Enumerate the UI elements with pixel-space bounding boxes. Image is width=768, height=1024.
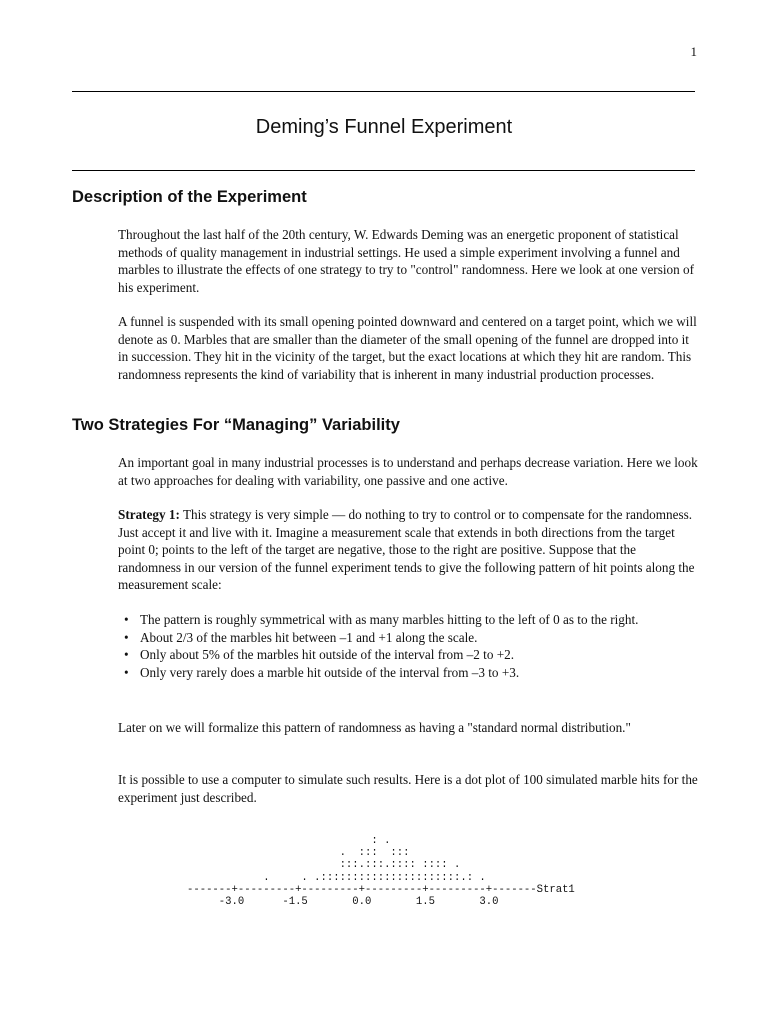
paragraph-standard-normal: Later on we will formalize this pattern of randomness as having a "standard normal distribution."	[118, 720, 631, 735]
document-title: Deming’s Funnel Experiment	[255, 116, 513, 138]
list-item-text: The pattern is roughly symmetrical with as many marbles hitting to the left of 0 as to the right.	[140, 612, 639, 627]
dot-plot	[187, 835, 575, 908]
list-item-text: Only about 5% of the marbles hit outside of the interval from –2 to +2.	[140, 647, 515, 662]
strategy-1-text: This strategy is very simple — do nothing to try to control or to compensate for the randomness. Just accept it and live with it. Imagine a measurement scale that extends in both directions from the target point 0; points to the left of the target are negative, those to the right are positive. Suppose that the randomness in our version of the funnel experiment tends to give the following pattern of hit points along the measurement scale:	[118, 507, 695, 592]
dot-plot-tick-labels: -3.0 -1.5 0.0 1.5 3.0	[187, 896, 499, 909]
bullet-icon: •	[124, 629, 129, 645]
list-item	[118, 629, 678, 647]
list-item	[118, 646, 678, 664]
dot-plot-row: : .	[187, 835, 391, 847]
dot-plot-row: :::.:::.:::: :::: .	[187, 859, 461, 872]
list-item	[118, 611, 678, 629]
paragraph-intro: Throughout the last half of the 20th century, W. Edwards Deming was an energetic proponent of statistical methods of quality management in industrial settings. He used a simple experiment involving a funnel and marbles to illustrate the effects of one strategy to try to "control" randomness. Here we look at one version of his experiment.	[118, 227, 694, 295]
bullet-icon: •	[124, 664, 129, 680]
list-item-text: About 2/3 of the marbles hit between –1 and +1 along the scale.	[140, 629, 478, 645]
paragraph-simulation: It is possible to use a computer to simulate such results. Here is a dot plot of 100 simulated marble hits for the experiment just described.	[118, 772, 698, 805]
title-bottom-rule	[72, 170, 695, 171]
bullet-icon: •	[124, 612, 129, 627]
list-item	[118, 664, 678, 682]
list-item-text: Only very rarely does a marble hit outside of the interval from –3 to +3.	[140, 664, 520, 680]
top-rule	[72, 91, 695, 92]
paragraph-funnel-description: A funnel is suspended with its small opening pointed downward and centered on a target point, which we will denote as 0. Marbles that are smaller than the diameter of the small opening of the funnel are dropped into it in succession. They hit in the vicinity of the target, but the exact locations at which they hit are random. This randomness represents the kind of variability that is inherent in many industrial production processes.	[118, 314, 697, 382]
page-number: 1	[690, 44, 697, 59]
paragraph-strategy-1	[118, 506, 698, 594]
dot-plot-row: . . .::::::::::::::::::::::.: .	[187, 871, 486, 884]
dot-plot-axis: -------+---------+---------+---------+---------+-------Strat1	[187, 883, 575, 896]
section-heading-strategies: Two Strategies For “Managing” Variability	[72, 416, 400, 434]
strategy-1-label: Strategy 1:	[118, 507, 180, 522]
pattern-bullet-list	[118, 611, 678, 681]
section-heading-description: Description of the Experiment	[72, 188, 307, 206]
paragraph-strategies-intro: An important goal in many industrial processes is to understand and perhaps decrease variation. Here we look at two approaches for dealing with variability, one passive and one active.	[118, 455, 698, 488]
bullet-icon: •	[124, 647, 129, 662]
dot-plot-row: . ::: :::	[187, 847, 410, 860]
